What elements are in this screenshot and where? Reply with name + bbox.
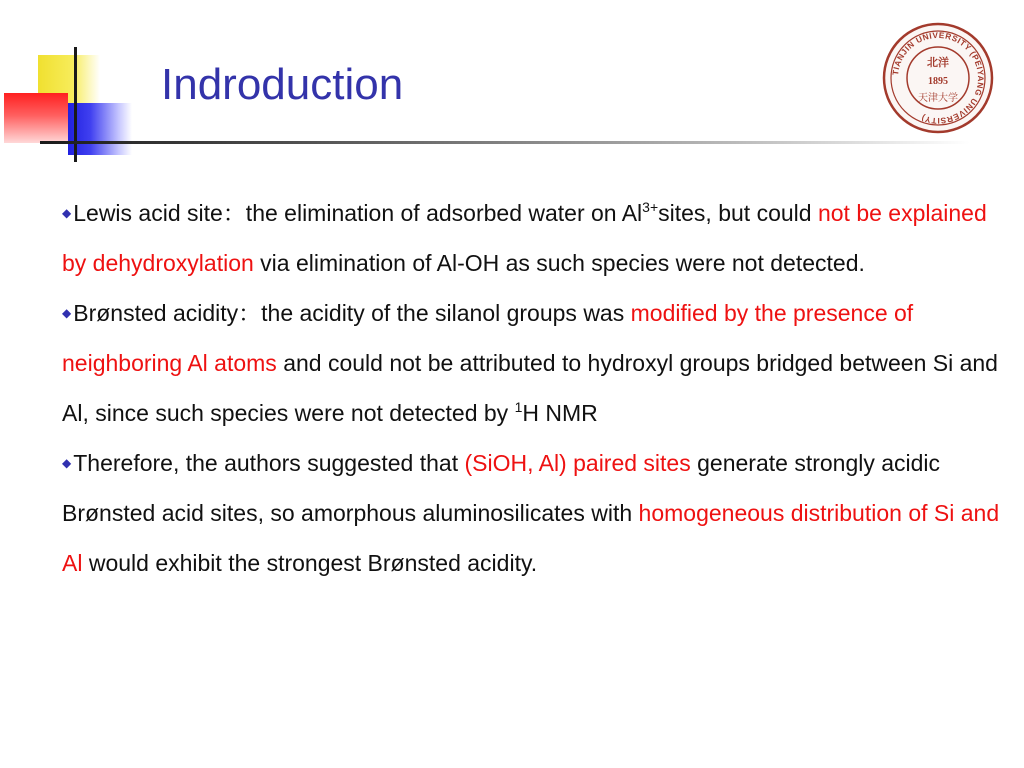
title-underline	[40, 141, 970, 144]
bullet-paragraph	[62, 288, 1012, 438]
body-text: would exhibit the strongest Brønsted acidity.	[82, 550, 538, 576]
body-text: and could not be attributed to hydroxyl groups bridged between Si and Al, since such species were not detected by	[62, 350, 998, 426]
highlighted-text: not be explained by dehydroxylation	[62, 200, 987, 276]
blue-square	[68, 103, 132, 155]
red-square	[4, 93, 68, 143]
highlighted-text: homogeneous distribution of Si and Al	[62, 500, 1000, 576]
slide-body	[62, 188, 1012, 588]
body-text: H NMR	[522, 400, 598, 426]
highlighted-text: (SiOH, Al) paired sites	[464, 450, 691, 476]
seal-ring-text: TIANJIN UNIVERSITY (PEIYANG UNIVERSITY)	[891, 30, 986, 126]
bullet-paragraph	[62, 438, 1012, 588]
university-seal-logo	[882, 22, 994, 134]
body-text: Lewis acid site：the elimination of adsorbed water on Al	[73, 200, 643, 226]
body-text: Brønsted acidity：the acidity of the silanol groups was	[73, 300, 631, 326]
body-text: generate strongly acidic Brønsted acid sites, so amorphous aluminosilicates with	[62, 450, 941, 526]
vertical-rule	[74, 47, 77, 162]
bullet-paragraph	[62, 188, 1012, 288]
slide-title: Indroduction	[161, 60, 404, 109]
seal-year: 1895	[928, 76, 948, 87]
diamond-bullet-icon: ◆	[62, 206, 72, 220]
seal-chinese-bottom: 天津大学	[918, 93, 958, 104]
superscript-text: 3+	[642, 199, 659, 215]
diamond-bullet-icon: ◆	[62, 306, 72, 320]
body-text: via elimination of Al-OH as such species were not detected.	[253, 250, 865, 276]
diamond-bullet-icon: ◆	[62, 456, 72, 470]
superscript-text: 1	[514, 399, 523, 415]
corner-decoration	[0, 0, 180, 170]
highlighted-text: modified by the presence of neighboring Al atoms	[62, 300, 914, 376]
body-text: Therefore, the authors suggested that	[73, 450, 465, 476]
seal-chinese-top: 北洋	[927, 56, 949, 69]
body-text: sites, but could	[658, 200, 818, 226]
